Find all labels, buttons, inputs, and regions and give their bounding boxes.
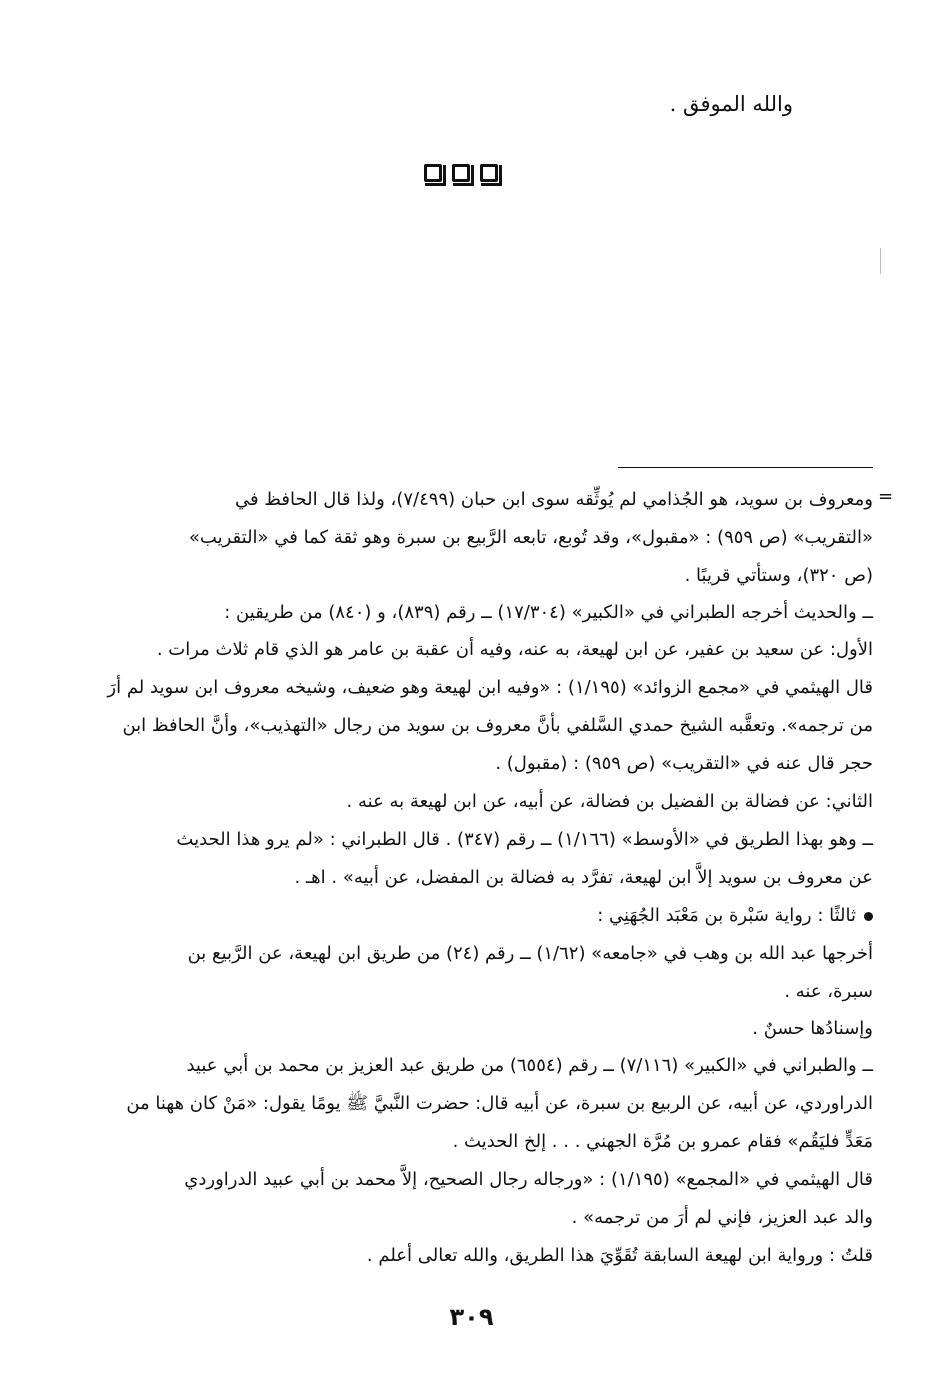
footnote-line: عن معروف بن سويد إلاَّ ابن لهيعة، تفرَّد به فضالة بن المفضل، عن أبيه» . اهـ . — [294, 867, 873, 888]
footnote-line: الأول: عن سعيد بن عفير، عن ابن لهيعة، به عنه، وفيه أن عقبة بن عامر هو الذي قام ثلاث مرات . — [156, 639, 873, 660]
footnote-line: مَعَدٍّ فليَقُم» فقام عمرو بن مُرَّة الجهني . . . إلخ الحديث . — [452, 1131, 873, 1152]
footnote-line: من ترجمه». وتعقَّبه الشيخ حمدي السَّلفي بأنَّ معروف بن سويد من رجال «التهذيب»، وأنَّ الحافظ ابن — [122, 715, 873, 736]
footnote-line: قال الهيثمي في «مجمع الزوائد» (١/١٩٥) : «وفيه ابن لهيعة وهو ضعيف، وشيخه معروف ابن سويد لم أرَ — [107, 677, 873, 698]
section-heading — [70, 900, 873, 932]
footnote-line: ــ والحديث أخرجه الطبراني في «الكبير» (١٧/٣٠٤) ــ رقم (٨٣٩)، و (٨٤٠) من طريقين : — [224, 602, 873, 623]
footnote-line: الثاني: عن فضالة بن الفضيل بن فضالة، عن أبيه، عن ابن لهيعة به عنه . — [346, 791, 873, 812]
footnote-line: قلتُ : ورواية ابن لهيعة السابقة تُقَوِّيَ هذا الطريق، والله تعالى أعلم . — [366, 1245, 873, 1266]
margin-mark — [880, 248, 881, 274]
section-separator — [424, 164, 498, 182]
closing-phrase: والله الموفق . — [669, 92, 793, 116]
footnote-line: ــ والطبراني في «الكبير» (٧/١١٦) ــ رقم (٦٥٥٤) من طريق عبد العزيز بن محمد بن أبي عبيد — [186, 1055, 873, 1076]
footnote-line: ومعروف بن سويد، هو الجُذامي لم يُوثِّقه سوى ابن حبان (٧/٤٩٩)، ولذا قال الحافظ في — [234, 489, 873, 510]
continuation-mark: = — [878, 486, 894, 507]
separator-box-icon — [452, 164, 470, 182]
separator-box-icon — [424, 164, 442, 182]
verdict-line: وإسنادُها حسنٌ . — [752, 1018, 873, 1039]
footnote-rule — [618, 467, 873, 468]
footnote-line: والد عبد العزيز، فإني لم أرَ من ترجمه» . — [571, 1207, 873, 1228]
footnote-line: «التقريب» (ص ٩٥٩) : «مقبول»، وقد تُوبع، تابعه الرَّبيع بن سبرة وهو ثقة كما في «التقريب» — [188, 527, 873, 548]
footnote-line: حجر قال عنه في «التقريب» (ص ٩٥٩) : (مقبول) . — [495, 753, 873, 774]
page-number: ٣٠٩ — [449, 1303, 494, 1331]
footnote-line: قال الهيثمي في «المجمع» (١/١٩٥) : «ورجاله رجال الصحيح، إلاَّ محمد بن أبي عبيد الدراوردي — [184, 1169, 873, 1190]
footnote-line: (ص ٣٢٠)، وستأتي قريبًا . — [684, 565, 873, 586]
footnote-line: ــ وهو بهذا الطريق في «الأوسط» (١/١٦٦) ــ رقم (٣٤٧) . قال الطبراني : «لم يرو هذا الحديث — [176, 829, 873, 850]
section-heading-text: ثالثًا : رواية سَبْرة بن مَعْبَد الجُهَنِي : — [597, 905, 856, 926]
footnote-line: أخرجها عبد الله بن وهب في «جامعه» (١/٦٢) ــ رقم (٢٤) من طريق ابن لهيعة، عن الرَّبيع بن — [187, 943, 873, 964]
bullet-icon — [864, 912, 873, 921]
separator-box-icon — [480, 164, 498, 182]
footnote-line: الدراوردي، عن أبيه، عن الربيع بن سبرة، عن أبيه قال: حضرت النَّبيَّ ﷺ يومًا يقول: «مَنْ كان ههنا من — [126, 1093, 873, 1114]
footnote-line: سبرة، عنه . — [784, 981, 873, 1002]
